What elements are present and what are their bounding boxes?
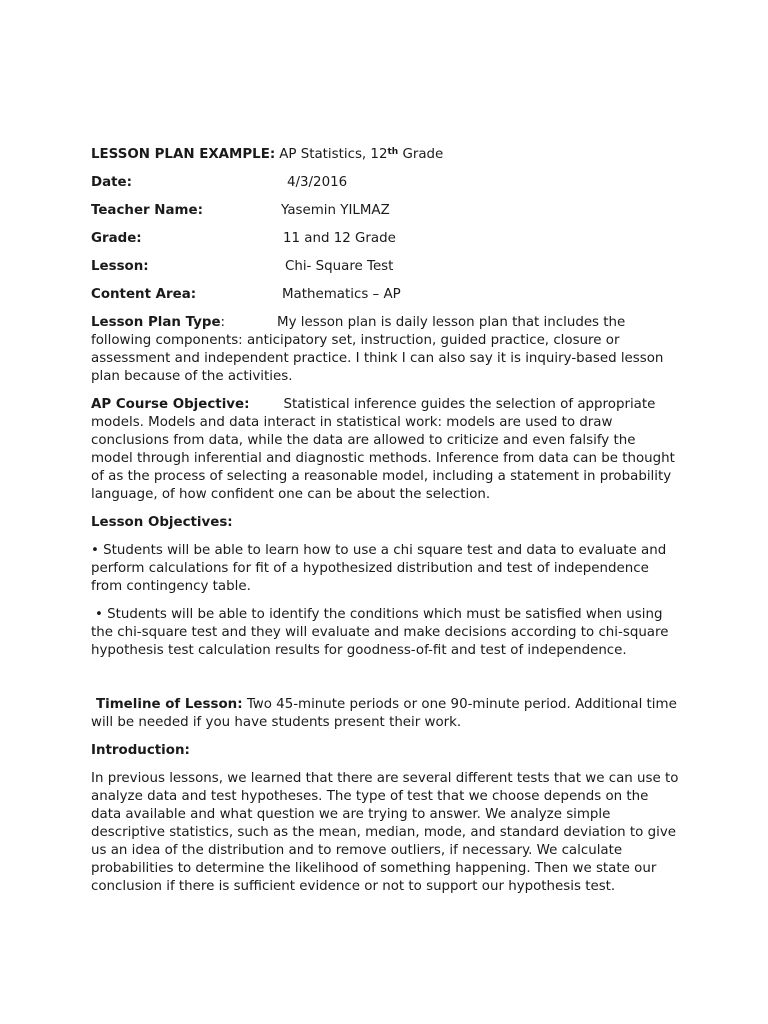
lesson-plan-type-colon: : xyxy=(220,315,226,330)
field-value: Mathematics – AP xyxy=(282,287,401,302)
field-label: Content Area: xyxy=(91,287,197,302)
lesson-plan-type-label: Lesson Plan Type xyxy=(91,315,221,330)
field-label: Lesson: xyxy=(91,259,149,274)
field-date xyxy=(91,174,681,192)
lesson-plan-content xyxy=(91,146,681,906)
field-label: Date: xyxy=(91,175,132,190)
introduction-heading: Introduction: xyxy=(91,743,190,758)
timeline-label: Timeline of Lesson: xyxy=(96,697,243,712)
timeline-of-lesson xyxy=(91,696,681,732)
field-label: Teacher Name: xyxy=(91,203,203,218)
field-label: Grade: xyxy=(91,231,142,246)
objective-item-text: • Students will be able to identify the conditions which must be satisfied when using the chi-square test and they will evaluate and make decisions according to chi-square hypothesis test calculation results for goodness-of-fit and test of independence. xyxy=(91,607,669,658)
field-lesson xyxy=(91,258,681,276)
ap-objective-label: AP Course Objective: xyxy=(91,397,250,412)
title-value-suffix: Grade xyxy=(398,147,444,162)
field-value: 11 and 12 Grade xyxy=(283,231,396,246)
lesson-plan-type-text: My lesson plan is daily lesson plan that includes the following components: anticipatory set, instruction, guided practice, closure or assessment and independent practice. I think I can also say it is inquiry-based lesson plan because of the activities. xyxy=(91,315,664,384)
field-grade xyxy=(91,230,681,248)
timeline-text: Two 45-minute periods or one 90-minute period. Additional time will be needed if you have students present their work. xyxy=(91,697,677,730)
field-value: Chi- Square Test xyxy=(285,259,394,274)
lesson-plan-type xyxy=(91,314,681,386)
field-content-area xyxy=(91,286,681,304)
lesson-objectives-heading: Lesson Objectives: xyxy=(91,515,233,530)
introduction-text: In previous lessons, we learned that there are several different tests that we can use to analyze data and test hypotheses. The type of test that we choose depends on the data available and what question we are trying to answer. We analyze simple descriptive statistics, such as the mean, median, mode, and standard deviation to give us an idea of the distribution and to remove outliers, if necessary. We calculate probabilities to determine the likelihood of something happening. Then we state our conclusion if there is sufficient evidence or not to support our hypothesis test. xyxy=(91,771,679,894)
field-value: Yasemin YILMAZ xyxy=(281,203,390,218)
title-value-text: AP Statistics, 12 xyxy=(279,147,388,162)
ap-course-objective xyxy=(91,396,681,504)
field-teacher-name xyxy=(91,202,681,220)
spacer xyxy=(91,670,681,696)
title-value xyxy=(279,146,443,164)
title-label: LESSON PLAN EXAMPLE: xyxy=(91,147,276,162)
objective-item: • Students will be able to learn how to use a chi square test and data to evaluate and perform calculations for fit of a hypothesized distribution and test of independence from contingency table. xyxy=(91,543,667,594)
ap-objective-text: Statistical inference guides the selection of appropriate models. Models and data interact in statistical work: models are used to draw conclusions from data, while the data are allowed to criticize and even falsify the model through inferential and diagnostic methods. Inference from data can be thought of as the process of selecting a reasonable model, including a statement in probability language, of how confident one can be about the selection. xyxy=(91,397,675,502)
title-superscript: th xyxy=(387,147,399,157)
lesson-plan-title xyxy=(91,146,681,164)
objective-item xyxy=(91,606,681,660)
field-value: 4/3/2016 xyxy=(287,175,348,190)
